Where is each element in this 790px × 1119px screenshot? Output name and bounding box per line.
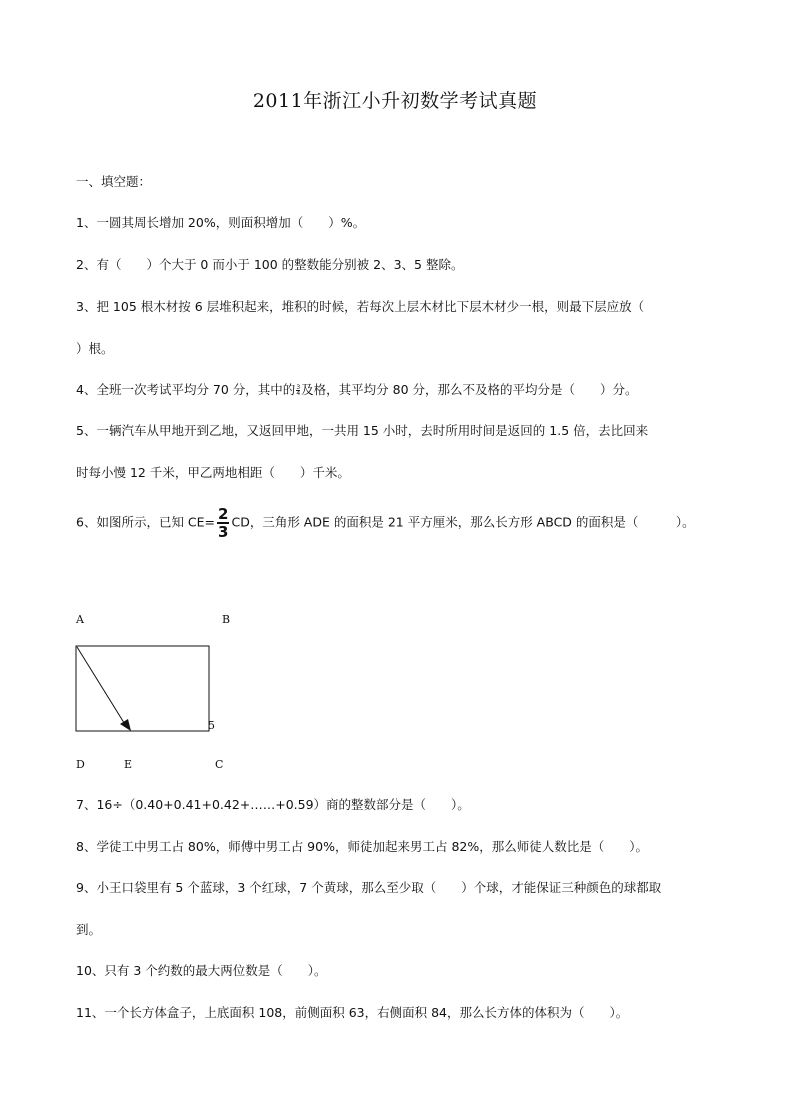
question-9-line-1: 9、小王口袋里有 5 个蓝球，3 个红球，7 个黄球，那么至少取（ ）个球，才能保证三种颜色的球都取 [76, 880, 662, 895]
question-3-line-1: 3、把 105 根木材按 6 层堆积起来，堆积的时候，若每次上层木材比下层木材少一根，则最下层应放（ [76, 299, 645, 314]
fraction-numerator: 2 [218, 505, 229, 523]
question-5-line-2: 时每小慢 12 千米，甲乙两地相距（ ）千米。 [76, 465, 350, 480]
vertex-label-c: C [215, 758, 224, 771]
question-10: 10、只有 3 个约数的最大两位数是（ ）。 [76, 963, 327, 978]
fraction-denominator: 4 [296, 390, 301, 397]
question-8: 8、学徒工中男工占 80%，师傅中男工占 90%，师徒加起来男工占 82%，那么师徒人数比是（ ）。 [76, 839, 648, 854]
question-1: 1、一圆其周长增加 20%，则面积增加（ ）%。 [76, 215, 366, 230]
question-3-line-2: ）根。 [76, 341, 114, 356]
question-5-line-1: 5、一辆汽车从甲地开到乙地，又返回甲地，一共用 15 小时，去时所用时间是返回的 1.5 倍，去比回来 [76, 423, 649, 438]
question-6-text-after: CD，三角形 ADE 的面积是 21 平方厘米，那么长方形 ABCD 的面积是（ ）。 [231, 514, 695, 530]
vertex-label-d: D [76, 758, 85, 771]
fraction-numerator: 3 [296, 384, 301, 391]
question-7: 7、16÷（0.40+0.41+0.42+……+0.59）商的整数部分是（ ）。 [76, 797, 470, 812]
segment-ae [77, 647, 126, 726]
point-label-e: E [124, 758, 133, 771]
question-4-text-before: 4、全班一次考试平均分 70 分，其中的 [76, 382, 296, 397]
vertex-label-b: B [222, 613, 231, 626]
arrowhead-e [120, 719, 131, 731]
question-6-text-before: 6、如图所示，已知 CE= [76, 514, 216, 530]
question-2: 2、有（ ）个大于 0 而小于 100 的整数能分别被 2、3、5 整除。 [76, 257, 464, 272]
question-11: 11、一个长方体盒子，上底面积 108，前侧面积 63，右侧面积 84，那么长方体的体积为（ ）。 [76, 1005, 629, 1020]
fraction-denominator: 3 [218, 523, 229, 541]
side-label-5: 5 [208, 719, 215, 732]
section-heading: 一、填空题： [76, 174, 152, 189]
question-9-line-2: 到。 [76, 922, 102, 937]
rectangle-abcd [76, 646, 209, 731]
vertex-label-a: A [76, 613, 84, 626]
page-title: 2011年浙江小升初数学考试真题 [252, 90, 538, 112]
question-4-text-after: 及格，其平均分 80 分，那么不及格的平均分是（ ）分。 [301, 382, 638, 397]
